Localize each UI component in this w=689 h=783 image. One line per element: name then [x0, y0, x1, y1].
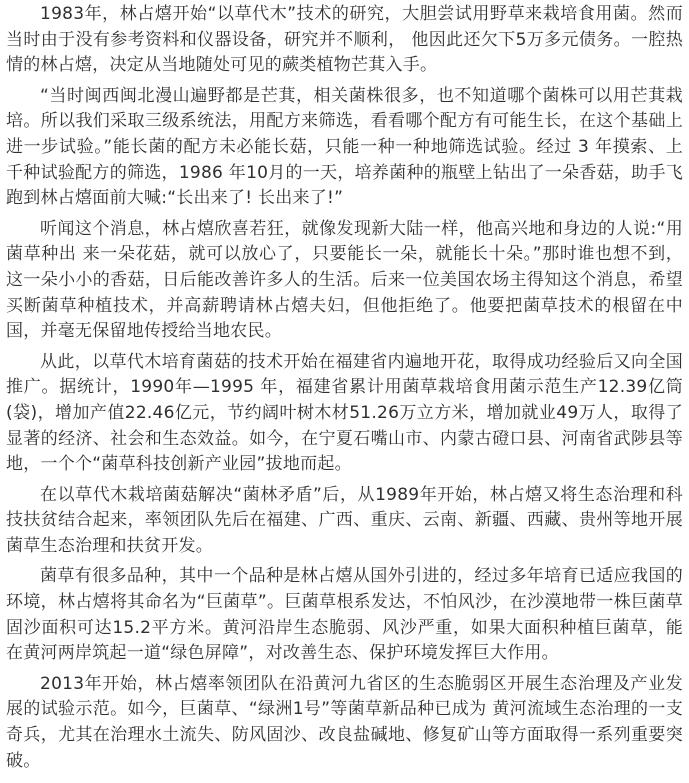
article-paragraph: 1983年，林占熺开始“以草代木”技术的研究，大胆尝试用野草来栽培食用菌。然而当时由于没有参考资料和仪器设备，研究并不顺利， 他因此还欠下5万多元债务。一腔热情的林占熺，决定从当地随处可见的蕨类植物芒萁入手。 — [6, 4, 683, 76]
article-paragraph: “当时闽西闽北漫山遍野都是芒萁，相关菌株很多，也不知道哪个菌株可以用芒萁栽培。所以我们采取三级系统法，用配方来筛选，看看哪个配方有可能生长，在这个基础上进一步试验。”能长菌的配方未必能长菇，只能一种一种地筛选试验。经过 3 年摸索、上千种试验配方的筛选，1986 年10月的一天，培养菌种的瓶壁上钻出了一朵香菇，助手飞跑到林占熺面前大喊:“长出来了! 长出来了!” — [6, 85, 683, 209]
article-paragraph: 从此，以草代木培育菌菇的技术开始在福建省内遍地开花，取得成功经验后又向全国推广。据统计，1990年—1995 年，福建省累计用菌草栽培食用菌示范生产12.39亿筒(袋)，增加产值22.46亿元，节约阔叶树木材51.26万立方米，增加就业49万人，取得了显著的经济、社会和生态效益。如今，在宁夏石嘴山市、内蒙古磴口县、河南省武陟县等地，一个个“菌草科技创新产业园”拔地而起。 — [6, 351, 683, 475]
article-paragraph: 2013年开始，林占熺率领团队在沿黄河九省区的生态脆弱区开展生态治理及产业发展的试验示范。如今，巨菌草、“绿洲1号”等菌草新品种已成为 黄河流域生态治理的一支奇兵，尤其在治理水土流失、防风固沙、改良盐碱地、修复矿山等方面取得一系列重要突破。 — [6, 673, 683, 771]
article-paragraph: 听闻这个消息，林占熺欣喜若狂，就像发现新大陆一样，他高兴地和身边的人说:“用菌草种出 来一朵花菇，就可以放心了，只要能长一朵，就能长十朵。”那时谁也想不到，这一朵小小的香菇，日后能改善许多人的生活。后来一位美国农场主得知这个消息，希望买断菌草种植技术，并高薪聘请林占熺夫妇，但他拒绝了。他要把菌草技术的根留在中国，并毫无保留地传授给当地农民。 — [6, 218, 683, 342]
article-body — [6, 2, 683, 774]
article-paragraph: 菌草有很多品种，其中一个品种是林占熺从国外引进的，经过多年培育已适应我国的环境，林占熺将其命名为“巨菌草”。巨菌草根系发达，不怕风沙，在沙漠地带一株巨菌草固沙面积可达15.2平方米。黄河沿岸生态脆弱、风沙严重，如果大面积种植巨菌草，能在黄河两岸筑起一道“绿色屏障”，对改善生态、保护环境发挥巨大作用。 — [6, 566, 683, 664]
article-paragraph: 在以草代木栽培菌菇解决“菌林矛盾”后，从1989年开始，林占熺又将生态治理和科技扶贫结合起来，率领团队先后在福建、广西、重庆、云南、新疆、西藏、贵州等地开展菌草生态治理和扶贫开发。 — [6, 484, 683, 556]
